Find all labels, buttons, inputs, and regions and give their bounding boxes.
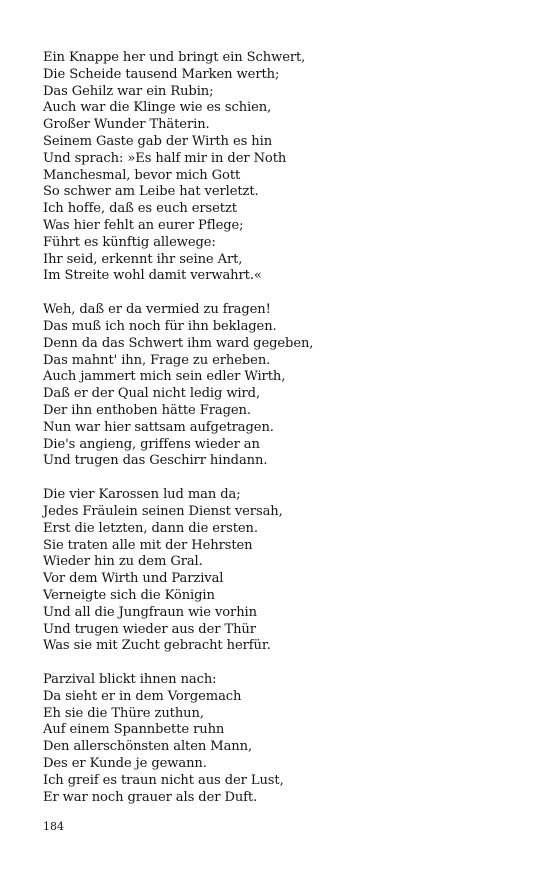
verse-line: Ihr seid, erkennt ihr seine Art, xyxy=(43,251,243,267)
verse-line: Was sie mit Zucht gebracht herfür. xyxy=(43,638,271,654)
verse-line: Manchesmal, bevor mich Gott xyxy=(43,167,241,183)
verse-line: Das muß ich noch für ihn beklagen. xyxy=(43,318,277,334)
verse-line: Auch war die Klinge wie es schien, xyxy=(43,100,272,116)
verse-line: Im Streite wohl damit verwahrt.« xyxy=(43,268,262,284)
verse-line: Er war noch grauer als der Duft. xyxy=(43,789,258,805)
verse-line: Und trugen das Geschirr hindann. xyxy=(43,453,268,469)
verse-line: Der ihn enthoben hätte Fragen. xyxy=(43,402,251,418)
verse-line: Seinem Gaste gab der Wirth es hin xyxy=(43,133,273,149)
stanza xyxy=(43,50,523,285)
verse-line: Daß er der Qual nicht ledig wird, xyxy=(43,386,261,402)
verse-line: Verneigte sich die Königin xyxy=(43,587,215,603)
verse-line: Die's angieng, griffens wieder an xyxy=(43,436,260,452)
page-number: 184 xyxy=(43,820,64,833)
verse-line: Ich greif es traun nicht aus der Lust, xyxy=(43,772,284,788)
verse-line: Den allerschönsten alten Mann, xyxy=(43,739,253,755)
verse-line: Wieder hin zu dem Gral. xyxy=(43,554,203,570)
verse-line: Ich hoffe, daß es euch ersetzt xyxy=(43,201,237,217)
verse-line: Weh, daß er da vermied zu fragen! xyxy=(43,302,271,318)
verse-line: Parzival blickt ihnen nach: xyxy=(43,672,217,688)
verse-line: Und trugen wieder aus der Thür xyxy=(43,621,256,637)
verse-line: Großer Wunder Thäterin. xyxy=(43,117,210,133)
stanza xyxy=(43,672,523,806)
verse-line: Was hier fehlt an eurer Pflege; xyxy=(43,217,244,233)
verse-line: Das mahnt' ihn, Frage zu erheben. xyxy=(43,352,271,368)
verse-line: Auch jammert mich sein edler Wirth, xyxy=(43,369,286,385)
verse-line: Nun war hier sattsam aufgetragen. xyxy=(43,419,274,435)
verse-line: Denn da das Schwert ihm ward gegeben, xyxy=(43,335,314,351)
verse-line: Erst die letzten, dann die ersten. xyxy=(43,520,258,536)
verse-line: Und sprach: »Es half mir in der Noth xyxy=(43,150,287,166)
verse-line: Jedes Fräulein seinen Dienst versah, xyxy=(43,503,283,519)
verse-line: Die vier Karossen lud man da; xyxy=(43,487,241,503)
verse-line: So schwer am Leibe hat verletzt. xyxy=(43,184,259,200)
verse-line: Ein Knappe her und bringt ein Schwert, xyxy=(43,50,306,65)
verse-line: Auf einem Spannbette ruhn xyxy=(43,722,225,738)
verse-line: Eh sie die Thüre zuthun, xyxy=(43,705,204,721)
verse-line: Da sieht er in dem Vorgemach xyxy=(43,688,242,704)
poem-text xyxy=(43,50,523,823)
stanza xyxy=(43,302,523,470)
verse-line: Das Gehilz war ein Rubin; xyxy=(43,83,214,99)
stanza xyxy=(43,487,523,655)
verse-line: Führt es künftig allewege: xyxy=(43,234,216,250)
verse-line: Vor dem Wirth und Parzival xyxy=(43,571,224,587)
verse-line: Des er Kunde je gewann. xyxy=(43,756,207,772)
verse-line: Sie traten alle mit der Hehrsten xyxy=(43,537,253,553)
verse-line: Die Scheide tausend Marken werth; xyxy=(43,66,280,82)
verse-line: Und all die Jungfraun wie vorhin xyxy=(43,604,257,620)
